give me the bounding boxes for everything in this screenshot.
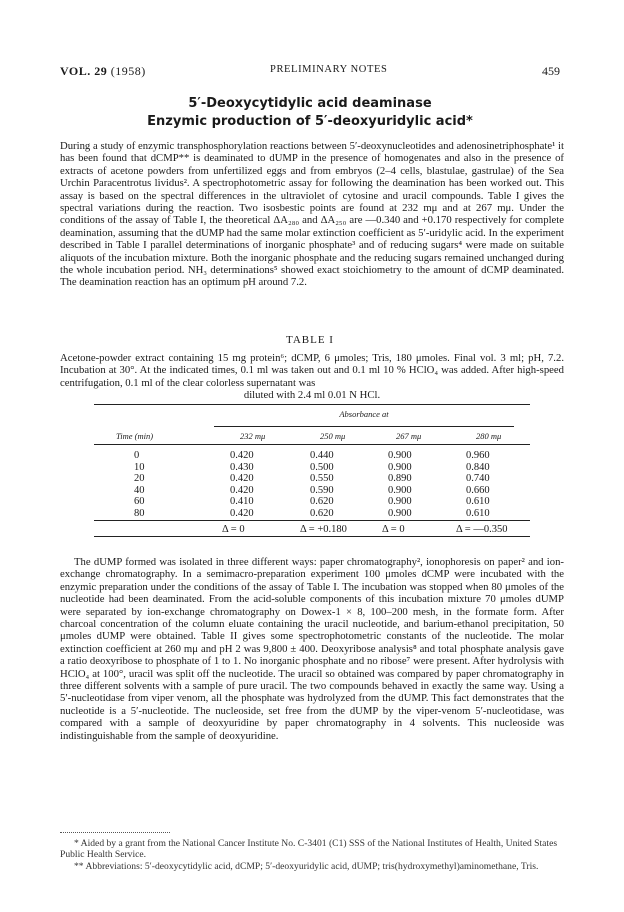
article-title: 5′-Deoxycytidylic acid deaminase: [188, 96, 432, 111]
table-cell-time: 0: [134, 450, 140, 461]
table-caption-last-line: diluted with 2.4 ml 0.01 N HCl.: [243, 389, 381, 402]
page-header: [60, 64, 560, 82]
col-header-time: Time (min): [116, 431, 154, 441]
page-number: 459: [542, 64, 560, 78]
table-cell-absorbance: 0.550: [310, 473, 334, 485]
article-subtitle: Enzymic production of 5′-deoxyuridylic acid*: [147, 114, 473, 129]
table-cell-time: 20: [134, 473, 145, 485]
table-cell-absorbance: 0.900: [388, 450, 412, 461]
table-cell-absorbance: 0.610: [466, 496, 490, 508]
table-cell-absorbance: 0.900: [388, 461, 412, 473]
header-bottom-rule: [94, 444, 530, 445]
table-cell-time: 10: [134, 461, 145, 473]
table-cell-absorbance: 0.440: [310, 450, 334, 461]
col-header-232: 232 mμ: [240, 431, 266, 441]
table-cell-time: 60: [134, 496, 145, 508]
col-header-267: 267 mμ: [396, 431, 422, 441]
table-cell-absorbance: 0.840: [466, 461, 490, 473]
table-cell-time: 40: [134, 484, 145, 496]
table-cell-absorbance: 0.590: [310, 484, 334, 496]
table-cell-absorbance: 0.740: [466, 473, 490, 485]
running-title: PRELIMINARY NOTES: [270, 64, 388, 75]
table-cell-absorbance: 0.420: [230, 473, 254, 485]
footnote-abbreviations: ** Abbreviations: 5′-deoxycytidylic acid, dCMP; 5′-deoxyuridylic acid, dUMP; tris(hydroxymethyl)aminomethane, Tris.: [74, 861, 539, 872]
table-top-rule: [94, 404, 530, 405]
volume-year: (1958): [110, 64, 146, 78]
table-caption-main: Acetone-powder extract containing 15 mg protein⁶; dCMP, 6 μmoles; Tris, 180 μmoles. Final vol. 3 ml; pH, 7.2. Incubation at 30°. At the indicated times, 0.1 ml was taken out and 0.1 ml 10 % HClO₄ was added. After high-speed centrifugation, 0.1 ml of the clear colorless supernatant was: [60, 352, 564, 389]
delta-267: Δ = 0: [382, 524, 405, 535]
col-header-250: 250 mμ: [320, 431, 346, 441]
col-header-280: 280 mμ: [476, 431, 502, 441]
footnote-separator: [60, 832, 170, 833]
data-table: [94, 404, 530, 542]
absorbance-header: Absorbance at: [339, 409, 389, 419]
table-cell-absorbance: 0.410: [230, 496, 254, 508]
table-bottom-rule: [94, 536, 530, 537]
table-label: TABLE I: [286, 334, 334, 346]
table-cell-absorbance: 0.500: [310, 461, 334, 473]
delta-280: Δ = —0.350: [456, 524, 508, 535]
table-cell-absorbance: 0.430: [230, 461, 254, 473]
table-cell-absorbance: 0.420: [230, 450, 254, 461]
footnote-grant: * Aided by a grant from the National Cancer Institute No. C-3401 (C1) SSS of the National Institutes of Health, United States Public Health Service.: [60, 838, 558, 861]
table-cell-absorbance: 0.620: [310, 508, 334, 519]
delta-250: Δ = +0.180: [300, 524, 347, 535]
table-cell-absorbance: 0.890: [388, 473, 412, 485]
body-paragraph-2: The dUMP formed was isolated in three different ways: paper chromatography², ionophoresis on paper² and ion-exchange chromatography. In a semimacro-preparation experiment 100 μmoles dCMP were incubated with the enzymic preparation under the conditions of the assay of Table I. The incubation was stopped when 80 μmoles of the nucleotide had been deaminated. From the acid-soluble components of this incubation mixture 70 μmoles dUMP were separated by ion-exchange chromatography on Dowex-1 × 8, 100–200 mesh, in the formate form. After charcoal concentration of the column eluate containing the uracil nucleotide, and barium-ethanol precipitation, 50 μmoles dUMP were obtained. Table II gives some spectrophotometric constants of the nucleotide. The molar extinction coefficient at 260 mμ and pH 2 was 9,800 ± 400. Deoxyribose analysis⁸ and total phosphate analysis gave a ratio deoxyribose to phosphate of 1 to 1. No inorganic phosphate and no ribose⁷ were present. After hydrolysis with HClO₄ at 100°, uracil was split off the nucleotide. The uracil so obtained was compared by paper chromatography in three different solvents with a sample of pure uracil. The two compounds behaved in exactly the same way. Using a 5′-nucleotidase from viper venom, all the phosphate was hydrolyzed from the dUMP. This fact demonstrates that the nucleotide is a 5′-nucleotide. The nucleoside, set free from the dUMP by the viper-venom 5′-nucleotidase, was compared with a sample of deoxyuridine by paper chromatography in 4 solvents. This nucleoside was indistinguishable from the sample of deoxyuridine.: [60, 556, 564, 742]
table-cell-absorbance: 0.960: [466, 450, 490, 461]
volume-label: [60, 64, 146, 79]
table-cell-absorbance: 0.620: [310, 496, 334, 508]
table-cell-time: 80: [134, 508, 145, 519]
table-cell-absorbance: 0.610: [466, 508, 490, 519]
absorbance-rule: [214, 426, 514, 427]
table-cell-absorbance: 0.900: [388, 508, 412, 519]
delta-232: Δ = 0: [222, 524, 245, 535]
table-cell-absorbance: 0.660: [466, 484, 490, 496]
table-cell-absorbance: 0.900: [388, 496, 412, 508]
volume-number: VOL. 29: [60, 64, 108, 78]
table-cell-absorbance: 0.420: [230, 508, 254, 519]
table-cell-absorbance: 0.420: [230, 484, 254, 496]
table-cell-absorbance: 0.900: [388, 484, 412, 496]
body-paragraph-1: During a study of enzymic transphosphorylation reactions between 5′-deoxynucleotides and adenosinetriphosphate¹ it has been found that dCMP** is deaminated to dUMP in the presence of homogenates and also in the presence of extracts of acetone powders from unfertilized eggs and from embryos (2–4 cells, blastulae, gastrulae) of the Sea Urchin Paracentrotus lividus². A spectrophotometric assay for following the deamination has been worked out. This assay is based on the spectral differences in the ultraviolet of cytosine and uracil compounds. Table I gives the spectral variations during the reaction. Two isosbestic points are found at 232 mμ and at 267 mμ. Under the conditions of the assay of Table I, the theoretical ΔA₂₈₀ and ΔA₂₅₀ are —0.340 and +0.170 respectively for complete deamination, assuming that the dUMP had the same molar extinction coefficient as 5′-uridylic acid. In the experiment described in Table I parallel determinations of inorganic phosphate³ and of reducing sugars⁴ were made on suitable aliquots of the incubation mixture. Both the inorganic phosphate and the reducing sugars remained unchanged during the whole incubation period. NH₃ determinations⁵ showed exact stoichiometry to the amount of dCMP deaminated. The deamination reaction has an optimum pH around 7.2.: [60, 140, 564, 289]
delta-rule: [94, 520, 530, 521]
table-caption: [60, 352, 564, 402]
